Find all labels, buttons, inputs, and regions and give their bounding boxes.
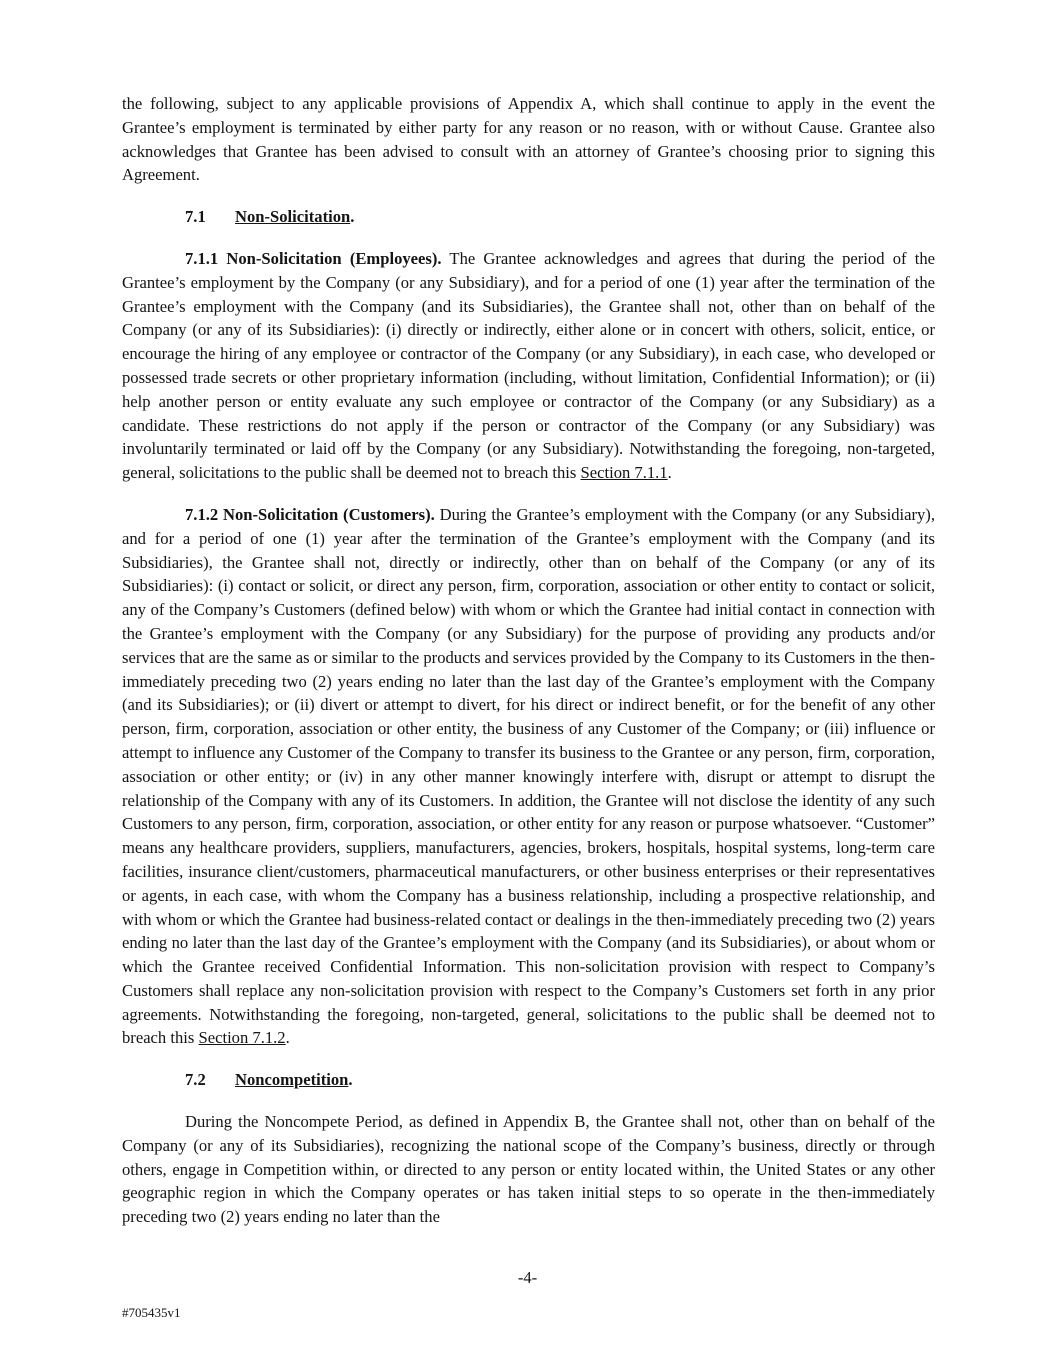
intro-paragraph: the following, subject to any applicable provisions of Appendix A, which shall continue to apply in the event the Grantee’s employment is terminated by either party for any reason or no reason, with or without Cause. Grantee also acknowledges that Grantee has been advised to consult with an attorney of Grantee’s choosing prior to signing this Agreement. bbox=[122, 94, 935, 185]
section-7-2-number: 7.2 bbox=[185, 1070, 206, 1090]
page-number: -4- bbox=[517, 1268, 538, 1287]
section-7-1-1-body: The Grantee acknowledges and agrees that during the period of the Grantee’s employment by the Company (or any Subsidiary), and for a period of one (1) year after the termination of the Grantee’s employment with the Company (and its Subsidiaries), the Grantee shall not, other than on behalf of the Company (or any of its Subsidiaries): (i) directly or indirectly, either alone or in concert with others, solicit, entice, or encourage the hiring of any employee or contractor of the Company (or any Subsidiary), in each case, who developed or possessed trade secrets or other proprietary information (including, without limitation, Confidential Information); or (ii) help another person or entity evaluate any such employee or contractor of the Company (or any Subsidiary) as a candidate. These restrictions do not apply if the person or contractor of the Company (or any Subsidiary) was involuntarily terminated or laid off by the Company (or any Subsidiary). Notwithstanding the foregoing, non-targeted, general, solicitations to the public shall be deemed not to breach this bbox=[122, 248, 935, 483]
section-7-1-heading bbox=[185, 205, 935, 229]
page-content bbox=[122, 92, 935, 1247]
section-7-1-2-tail: . bbox=[285, 1028, 290, 1048]
section-7-1-period: . bbox=[350, 207, 355, 227]
section-7-1-2-body: During the Grantee’s employment with the Company (or any Subsidiary), and for a period of one (1) year after the termination of the Grantee’s employment with the Company (and its Subsidiaries), the Grantee shall not, directly or indirectly, other than on behalf of the Company (or any of its Subsidiaries): (i) contact or solicit, or direct any person, firm, corporation, association or other entity to contact or solicit, any of the Company’s Customers (defined below) with whom or which the Grantee had initial contact in connection with the Grantee’s employment with the Company (or any Subsidiary) for the purpose of providing any products and/or services that are the same as or similar to the products and services provided by the Company to its Customers in the then-immediately preceding two (2) years ending no later than the last day of the Grantee’s employment with the Company (and its Subsidiaries); or (ii) divert or attempt to divert, for his direct or indirect benefit, or for the benefit of any other person, firm, corporation, association or other entity, the business of any Customer of the Company; or (iii) influence or attempt to influence any Customer of the Company to transfer its business to the Grantee or any person, firm, corporation, association or other entity; or (iv) in any other manner knowingly interfere with, disrupt or attempt to disrupt the relationship of the Company with any of its Customers. In addition, the Grantee will not disclose the identity of any such Customers to any person, firm, corporation, association, or other entity for any reason or purpose whatsoever. “Customer” means any healthcare providers, suppliers, manufacturers, agencies, brokers, hospitals, hospital systems, long-term care facilities, insurance client/customers, pharmaceutical manufacturers, or other business enterprises or their representatives or agents, in each case, with whom the Company has a business relationship, including a prospective relationship, and with whom or which the Grantee had business-related contact or dealings in the then-immediately preceding two (2) years ending no later than the last day of the Grantee’s employment with the Company (and its Subsidiaries), or about whom or which the Grantee received Confidential Information. This non-solicitation provision with respect to Company’s Customers shall replace any non-solicitation provision with respect to the Company’s Customers set forth in any prior agreements. Notwithstanding the foregoing, non-targeted, general, solicitations to the public shall be deemed not to breach this bbox=[122, 504, 935, 1048]
paragraph-7-1-2 bbox=[122, 503, 935, 1050]
document-id: #705435v1 bbox=[122, 1305, 181, 1320]
section-7-1-1-tail: . bbox=[667, 463, 672, 483]
section-7-2-title: Noncompetition bbox=[235, 1070, 349, 1090]
section-7-1-1-lead: 7.1.1 Non-Solicitation (Employees). bbox=[185, 248, 442, 268]
section-7-2-heading bbox=[185, 1068, 935, 1092]
paragraph-7-1-1 bbox=[122, 247, 935, 485]
section-7-1-2-reference: Section 7.1.2 bbox=[198, 1028, 286, 1048]
section-7-2-period: . bbox=[348, 1070, 353, 1090]
section-7-1-number: 7.1 bbox=[185, 207, 206, 227]
section-7-1-2-lead: 7.1.2 Non-Solicitation (Customers). bbox=[185, 504, 435, 524]
paragraph-7-2: During the Noncompete Period, as defined in Appendix B, the Grantee shall not, other than on behalf of the Company (or any of its Subsidiaries), recognizing the national scope of the Company’s business, directly or through others, engage in Competition within, or directed to any person or entity located within, the United States or any other geographic region in which the Company operates or has taken initial steps to so operate in the then-immediately preceding two (2) years ending no later than the bbox=[122, 1112, 935, 1227]
section-7-1-1-reference: Section 7.1.1 bbox=[580, 463, 668, 483]
section-7-1-title: Non-Solicitation bbox=[235, 207, 351, 227]
